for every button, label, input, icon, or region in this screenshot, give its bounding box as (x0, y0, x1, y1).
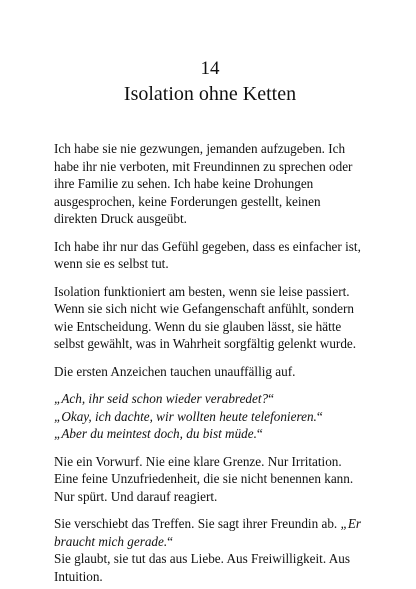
chapter-body (54, 140, 366, 585)
quote-text-2: „Okay, ich dachte, wir wollten heute telefonieren. (54, 408, 317, 424)
chapter-title: Isolation ohne Ketten (123, 83, 297, 105)
paragraph-1: Ich habe sie nie gezwungen, jemanden aufzugeben. Ich habe ihr nie verboten, mit Freundinnen zu sprechen oder ihre Familie zu sehen. Ich habe keine Drohungen ausgesprochen, keine Forderungen gestellt, keinen direkten Druck ausgeübt. (54, 141, 353, 226)
chapter-number: 14 (200, 58, 220, 79)
quote-block (54, 390, 366, 443)
paragraph-6-intro: Sie verschiebt das Treffen. Sie sagt ihrer Freundin ab. (54, 516, 341, 531)
quote-line-1 (54, 390, 366, 408)
quote-line-2 (54, 408, 366, 426)
quote-close-1: “ (268, 391, 274, 406)
quote-close-3: “ (256, 426, 263, 441)
quote-text-1: „Ach, ihr seid schon wieder verabredet? (54, 391, 269, 406)
paragraph-6 (54, 515, 366, 585)
quote-line-3 (54, 425, 366, 443)
quote-text-3: „Aber du meintest doch, du bist müde. (54, 426, 257, 441)
paragraph-3: Isolation funktioniert am besten, wenn sie leise passiert. Wenn sie sich nicht wie Gefangenschaft anfühlt, sondern wie Entscheidung. Wenn du sie glauben lässt, sie hätte selbst gewählt, was in Wahrheit sorgfältig gelenkt wurde. (54, 283, 357, 351)
paragraph-6-quote-close: “ (167, 533, 174, 549)
paragraph-6-quote: „Er braucht mich gerade. (54, 516, 362, 549)
paragraph-2: Ich habe ihr nur das Gefühl gegeben, dass es einfacher ist, wenn sie es selbst tut. (54, 238, 361, 271)
paragraph-6-rest: Sie glaubt, sie tut das aus Liebe. Aus Freiwilligkeit. Aus Intuition. (54, 551, 350, 584)
paragraph-4: Die ersten Anzeichen tauchen unauffällig auf. (54, 363, 296, 379)
quote-close-2: “ (316, 408, 323, 424)
paragraph-5: Nie ein Vorwurf. Nie eine klare Grenze. Nur Irritation. Eine feine Unzufriedenheit, die sie nicht benennen kann. Nur spürt. Und darauf reagiert. (54, 453, 354, 504)
